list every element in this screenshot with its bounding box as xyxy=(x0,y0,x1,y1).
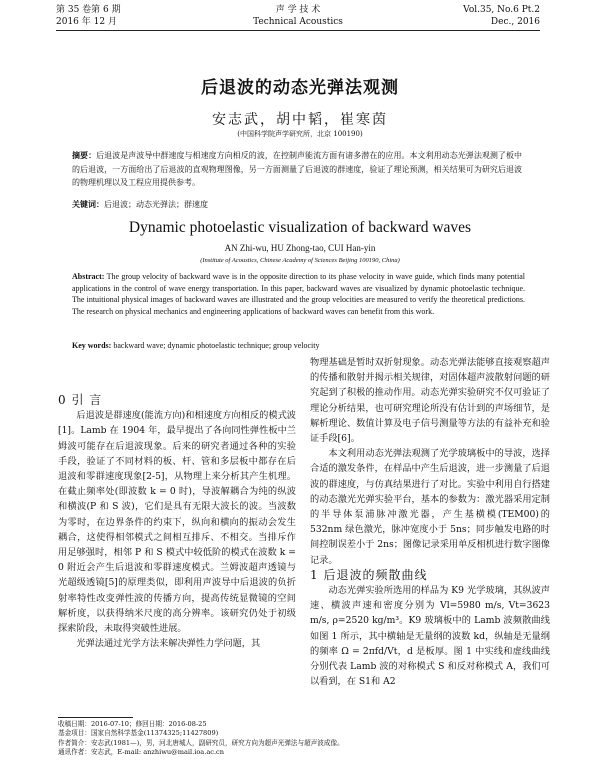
section-1-heading: 1 后退波的频散曲线 xyxy=(310,567,428,582)
section-0-heading: 0 引 言 xyxy=(58,393,103,407)
footnote-received: 收稿日期：2016-07-10；修回日期：2016-08-25 xyxy=(58,720,207,728)
right-column xyxy=(310,355,550,689)
keywords-cn-label: 关键词： xyxy=(72,199,104,209)
paragraph: 本文利用动态光弹法观测了光学玻璃板中的导波，选择合适的激发条件，在样品中产生后退波，进一步测量了后退波的群速度，与仿真结果进行了对比。实验中利用自行搭建的动态激光光弹实验平台，基本的参数为：激光器采用定制的半导体泵浦脉冲激光器，产生基横模(TEM00)的 532nm 绿色激光，脉冲宽度小于 5ns；同步触发电路的时间控制误差小于 2ns；图像记录采用单反相机进行数字图像记录。 xyxy=(310,448,550,566)
keywords-en-text: backward wave; dynamic photoelastic technique; group velocity xyxy=(113,341,320,350)
paragraph: 动态光弹实验所选用的样品为 K9 光学玻璃，其纵波声速、横波声速和密度分别为 Vl=5980 m/s, Vt=3623 m/s, ρ=2520 kg/m³。K9 玻璃板中的 Lamb 波频散曲线如图 1 所示，其中横轴是无量纲的波数 kd，纵轴是无量纲的频率 Ω = 2πfd/Vt，d 是板厚。图 1 中实线和虚线曲线分别代表 Lamb 波的对称模式 S 和反对称模式 A，我们可以看到，在 S1和 A2 xyxy=(310,585,550,688)
header-divider xyxy=(56,30,540,31)
left-column xyxy=(58,393,296,651)
keywords-cn-text: 后退波；动态光弹法；群速度 xyxy=(104,200,208,209)
title-en: Dynamic photoelastic visualization of backward waves xyxy=(128,219,472,236)
footnote-author-bio: 作者简介：安志武(1981—)，男，河北唐城人，副研究员，研究方向为超声光弹法与超声波成像。 xyxy=(58,738,344,747)
title-cn: 后退波的动态光弹法观测 xyxy=(201,78,399,98)
paragraph: 光弹法通过光学方法来解决弹性力学问题，其 xyxy=(76,638,261,650)
keywords-en xyxy=(72,341,525,350)
footnote-funding: 基金项目：国家自然科学基金(11374325;11427809) xyxy=(58,729,219,738)
affiliation-en: (Institute of Acoustics, Chinese Academy of Sciences Beijing 100190, China) xyxy=(200,257,400,264)
header-right xyxy=(463,4,540,28)
header-volume: 第 35 卷第 6 期 xyxy=(56,5,121,15)
abstract-en-label: Abstract: xyxy=(72,272,105,281)
affiliation-cn: (中国科学院声学研究所，北京 100190) xyxy=(237,130,363,138)
abstract-en-text: The group velocity of backward wave is in the opposite direction to its phase velocity in wave guide, which finds many potential applications in the control of wave energy transportation. In this paper, backward waves are visualized by dynamic photoelastic technique. The intuitional physical images of backward waves are illustrated and the group velocities are measured to verify the theoretical predictions. The research on physical mechanics and engineering applications of backward waves can benefit from this work. xyxy=(72,272,526,316)
keywords-cn xyxy=(72,199,522,210)
footnotes xyxy=(58,720,344,757)
paragraph: 物理基础是暂时双折射现象。动态光弹法能够直接观察超声的传播和散射并揭示相关规律，对固体超声波散射问题的研究起到了积极的推动作用。动态光弹实验研究不仅可验证了理论分析结果，也可研究理论所没有估计到的声场细节，是解析理论、数值计算及电子信号测量等方法的有益补充和验证手段[6]。 xyxy=(310,357,550,445)
authors-en: AN Zhi-wu, HU Zhong-tao, CUI Han-yin xyxy=(224,243,376,253)
abstract-cn xyxy=(72,149,522,190)
abstract-cn-label: 摘要： xyxy=(72,150,97,160)
footnote-divider xyxy=(58,717,133,718)
abstract-en xyxy=(72,271,525,317)
header-journal-en: Technical Acoustics xyxy=(253,17,343,27)
authors-cn: 安志武，胡中韬，崔寒茵 xyxy=(212,112,388,128)
header-date-en: Dec., 2016 xyxy=(490,17,540,27)
header-volume-en: Vol.35, No.6 Pt.2 xyxy=(463,5,540,15)
paragraph: 后退波是群速度(能流方向)和相速度方向相反的模式波[1]。Lamb 在 1904 年，最早提出了各向同性弹性板中兰姆波可能存在后退波现象。后来的研究者通过各种的实验手段，验证了不同材料的板、杆、管和多层板中都存在后退波和零群速度现象[2-5]，从物理上来分析其产生机理。在截止频率处(即波数 k = 0 时)，导波解耦合为纯的纵波和横波(P 和 S 波)，它们是具有无限大波长的波。当波数为零时，在边界条件的约束下，纵向和横向的振动会发生耦合，这使得相邻模式之间相互排斥、不相交。当排斥作用足够强时，相邻 P 和 S 模式中较低阶的模式在波数 k = 0 附近会产生后退波和零群速度模式。兰姆波超声透镜与光超级透镜[5]的原理类似，即利用声波导中后退波的负折射率特性改变弹性波的传播方向，提高传统显微镜的空间解析度，以获得纳米尺度的高分辨率。该研究仍处于初级探索阶段，未取得突破性进展。 xyxy=(58,410,296,635)
abstract-cn-text: 后退波是声波导中群速度与相速度方向相反的波，在控制声能流方面有诸多潜在的应用。本文利用动态光弹法观测了板中的后退波，一方面给出了后退波的直观物理图像，另一方面测量了后退波的群速度，验证了理论预测，相关结果可为研究后退波的物理机理以及工程应用提供参考。 xyxy=(72,151,522,187)
footnote-corresponding: 通讯作者：安志武，E-mail: anzhiwu@mail.ioa.ac.cn xyxy=(58,747,224,756)
header-journal-cn: 声 学 技 术 xyxy=(275,5,321,15)
keywords-en-label: Key words: xyxy=(72,341,112,350)
header-date: 2016 年 12 月 xyxy=(56,17,117,27)
